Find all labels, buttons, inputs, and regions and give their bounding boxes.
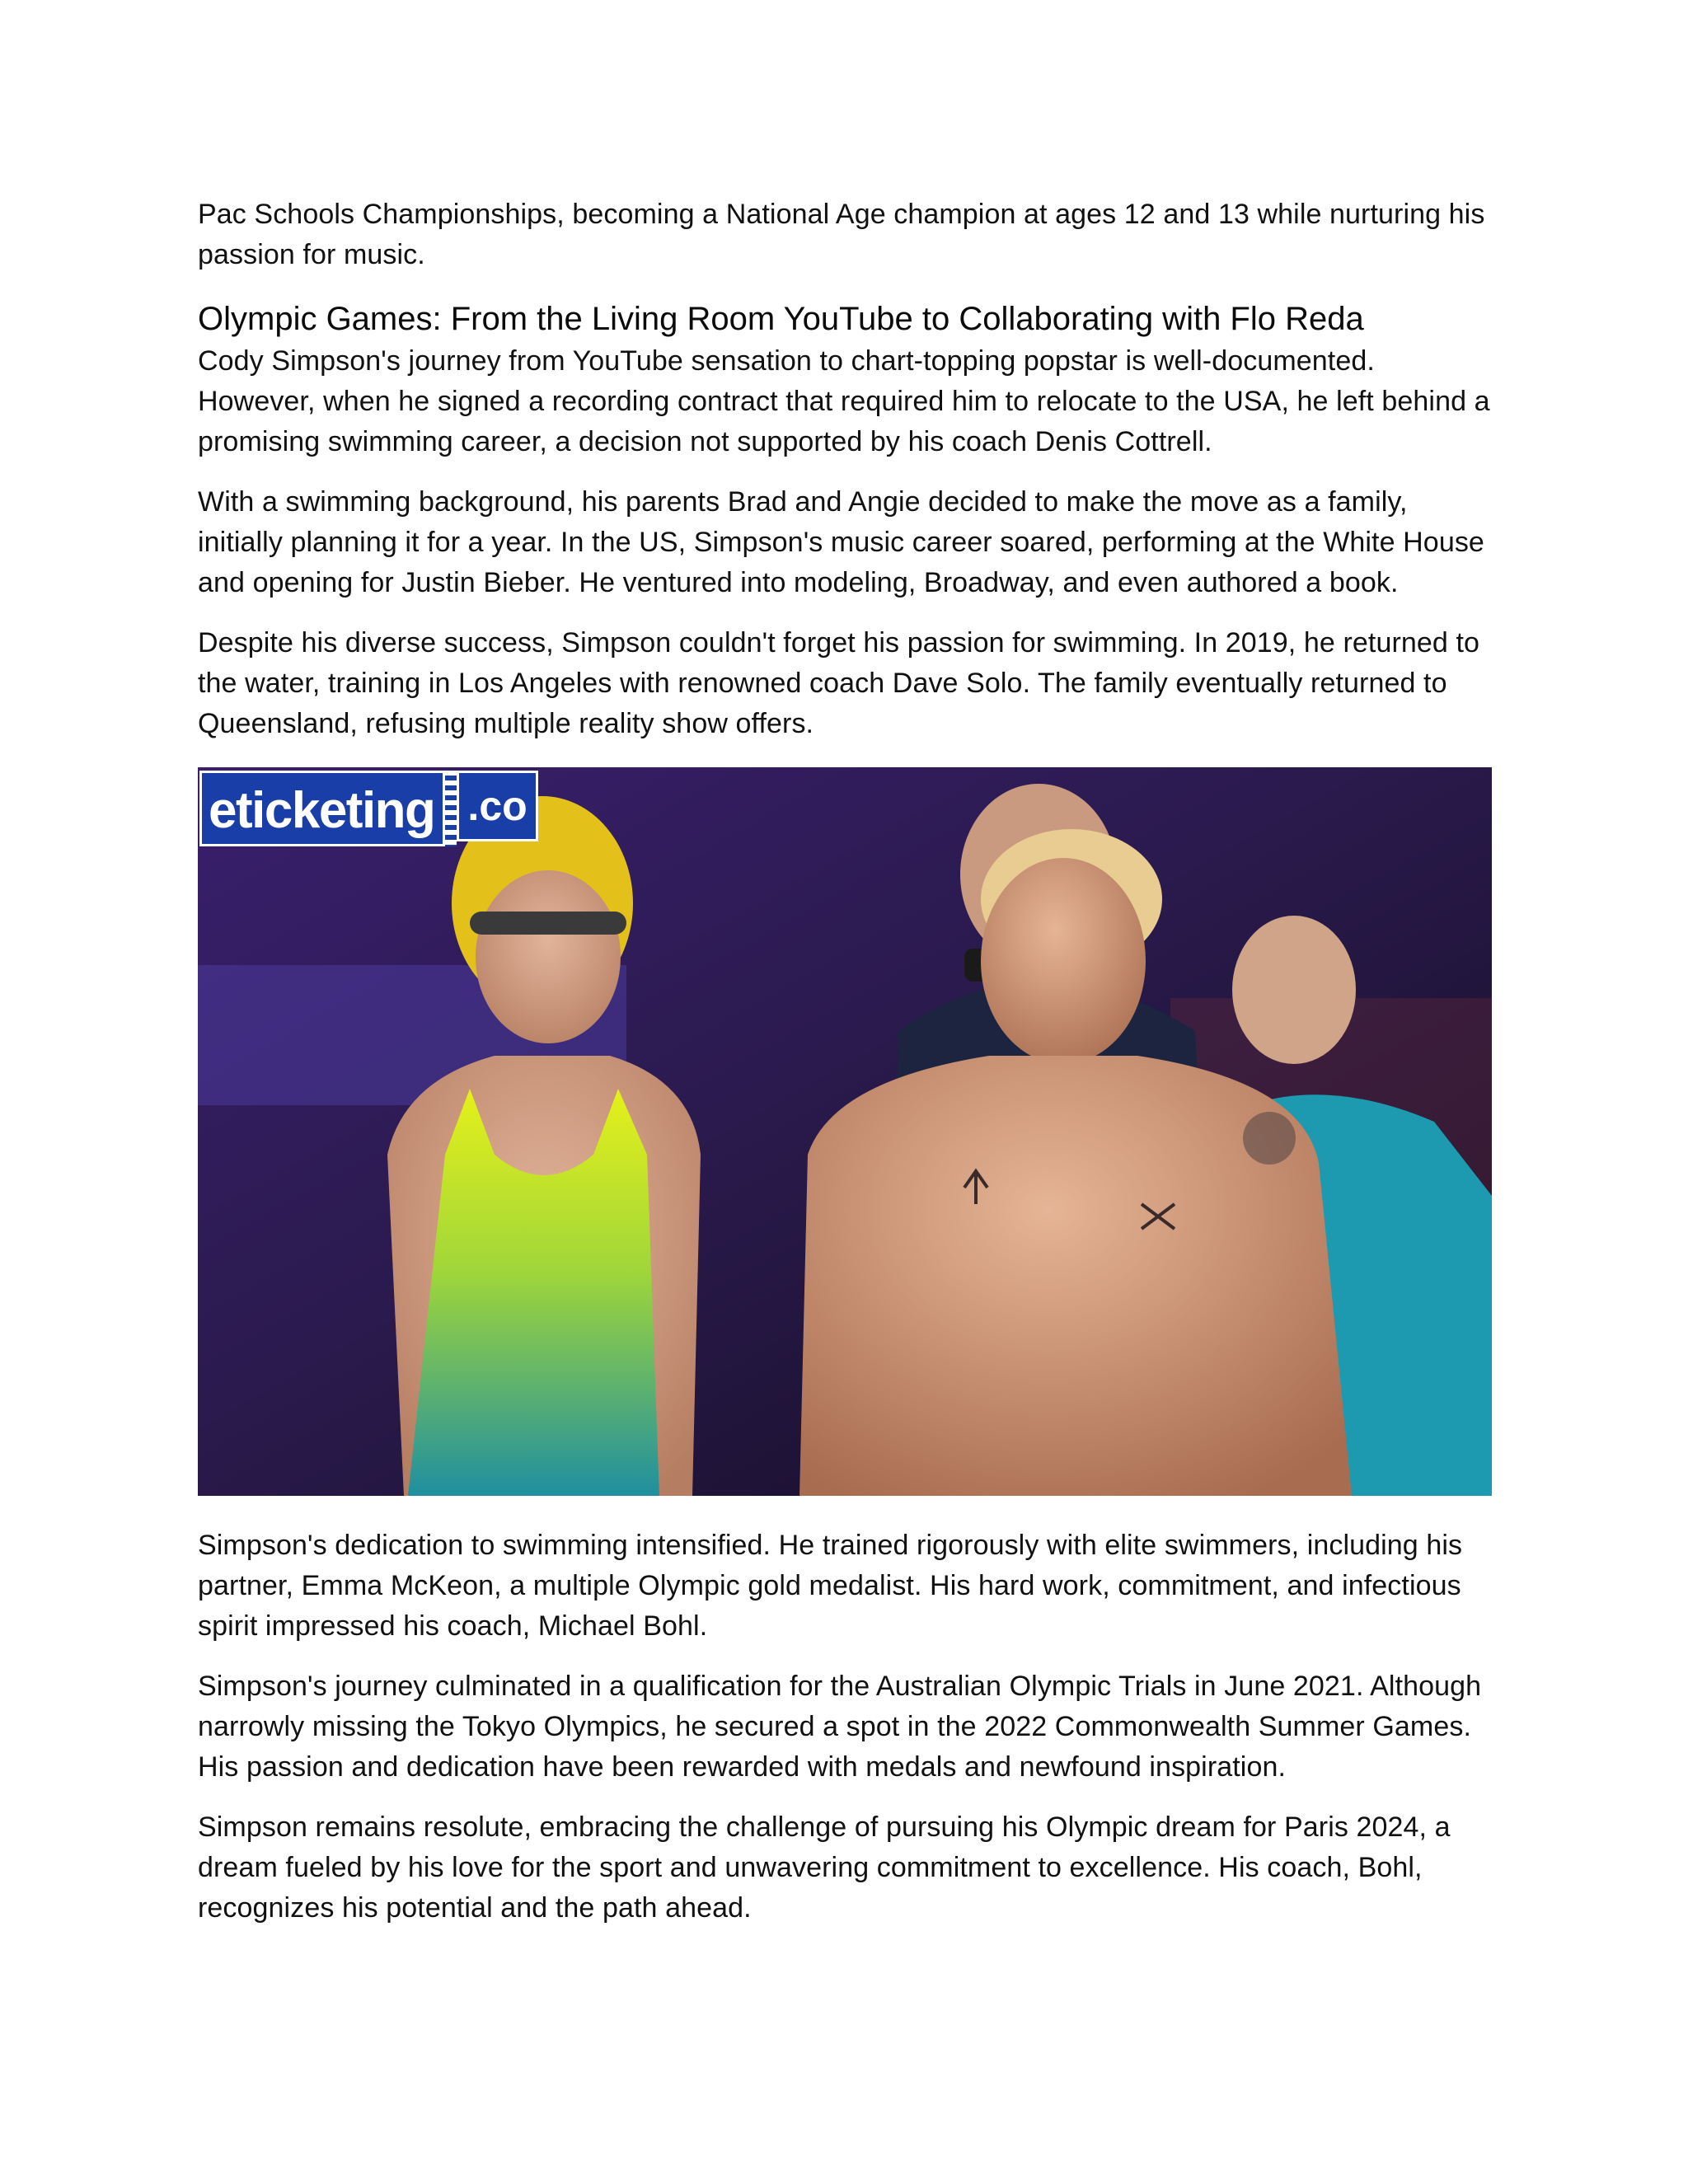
paragraph-paris-2024: Simpson remains resolute, embracing the challenge of pursuing his Olympic dream for Paris 2024, a dream fueled by his love for the sport and unwavering commitment to excellence. His coach, Bohl, recognizes his potential and the path ahead. [198, 1811, 1451, 1924]
logo-separator [445, 771, 457, 846]
background-official-head [1232, 916, 1356, 1064]
intro-paragraph: Pac Schools Championships, becoming a National Age champion at ages 12 and 13 while nurturing his passion for music. [198, 199, 1485, 270]
paragraph-family-move: With a swimming background, his parents Brad and Angie decided to make the move as a family, initially planning it for a year. In the US, Simpson's music career soared, performing at the White House and opening for Justin Bieber. He ventured into modeling, Broadway, and even authored a book. [198, 486, 1484, 598]
paragraph-olympic-trials: Simpson's journey culminated in a qualification for the Australian Olympic Trials in June 2021. Although narrowly missing the Tokyo Olympics, he secured a spot in the 2022 Commonwealth Summer Games. His passion and dedication have been rewarded with medals and newfound inspiration. [198, 1671, 1482, 1783]
male-swimmer-face [981, 858, 1146, 1064]
paragraph-youtube-journey: Cody Simpson's journey from YouTube sensation to chart-topping popstar is well-documented. However, when he signed a recording contract that required him to relocate to the USA, he left behind a promising swimming career, a decision not supported by his coach Denis Cottrell. [198, 345, 1490, 457]
article-body [198, 194, 1492, 1929]
paragraph-dedication: Simpson's dedication to swimming intensified. He trained rigorously with elite swimmers, including his partner, Emma McKeon, a multiple Olympic gold medalist. His hard work, commitment, and infectious spirit impressed his coach, Michael Bohl. [198, 1530, 1463, 1642]
section-heading: Olympic Games: From the Living Room YouTube to Collaborating with Flo Reda [198, 301, 1364, 337]
eticketing-logo [199, 771, 538, 846]
swim-goggles [470, 912, 626, 935]
female-swimmer-face [476, 870, 621, 1043]
paragraph-return-to-swimming: Despite his diverse success, Simpson couldn't forget his passion for swimming. In 2019, he returned to the water, training in Los Angeles with renowned coach Dave Solo. The family eventually returned to Queensland, refusing multiple reality show offers. [198, 627, 1480, 739]
shoulder-tattoo [1243, 1112, 1296, 1165]
logo-wordmark: eticketing [199, 771, 445, 846]
swimmers-photo-illustration [198, 767, 1492, 1496]
article-photo [198, 767, 1492, 1496]
logo-domain: .co [457, 771, 537, 841]
